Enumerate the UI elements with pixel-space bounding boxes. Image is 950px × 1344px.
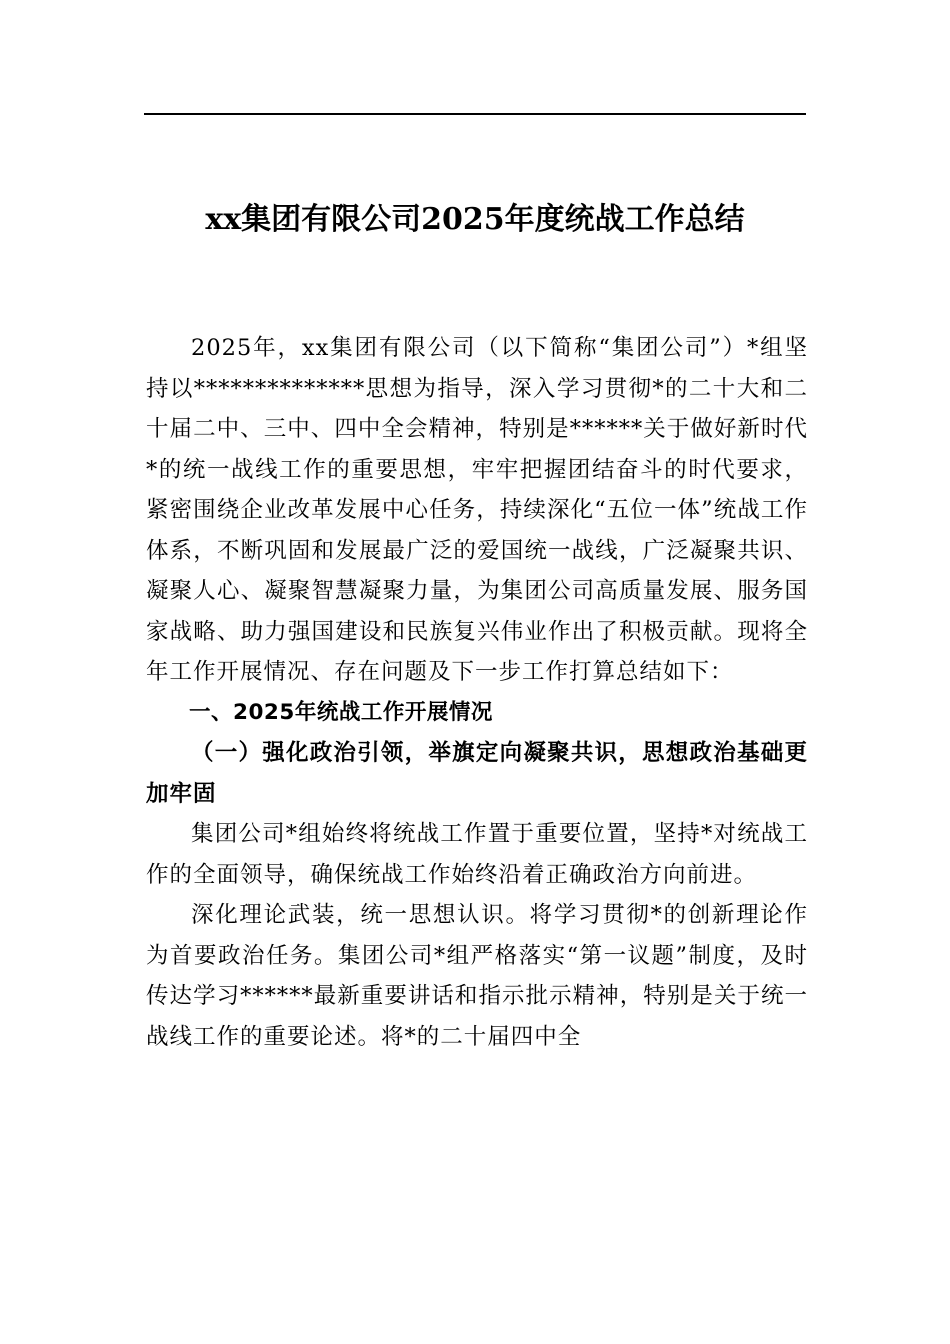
body-paragraph-2: 深化理论武装，统一思想认识。将学习贯彻*的创新理论作为首要政治任务。集团公司*组严格落实“第一议题”制度，及时传达学习******最新重要讲话和指示批示精神，特别是关于统一战线工作的重要论述。将*的二十届四中全 (146, 902, 808, 1050)
intro-paragraph: 2025年，xx集团有限公司（以下简称“集团公司”）*组坚持以**************思想为指导，深入学习贯彻*的二十大和二十届二中、三中、四中全会精神，特别是******关于做好新时代*的统一战线工作的重要思想，牢牢把握团结奋斗的时代要求，紧密围绕企业改革发展中心任务，持续深化“五位一体”统战工作体系，不断巩固和发展最广泛的爱国统一战线，广泛凝聚共识、凝聚人心、凝聚智慧凝聚力量，为集团公司高质量发展、服务国家战略、助力强国建设和民族复兴伟业作出了积极贡献。现将全年工作开展情况、存在问题及下一步工作打算总结如下： (146, 335, 808, 685)
section-heading: 一、2025年统战工作开展情况 (189, 699, 493, 725)
body-paragraph-1: 集团公司*组始终将统战工作置于重要位置，坚持*对统战工作的全面领导，确保统战工作始终沿着正确政治方向前进。 (146, 821, 808, 888)
document-body (146, 328, 808, 1057)
subsection-heading: （一）强化政治引领，举旗定向凝聚共识，思想政治基础更加牢固 (146, 740, 808, 807)
document-title: xx集团有限公司2025年度统战工作总结 (205, 202, 745, 237)
header-rule (144, 113, 806, 115)
